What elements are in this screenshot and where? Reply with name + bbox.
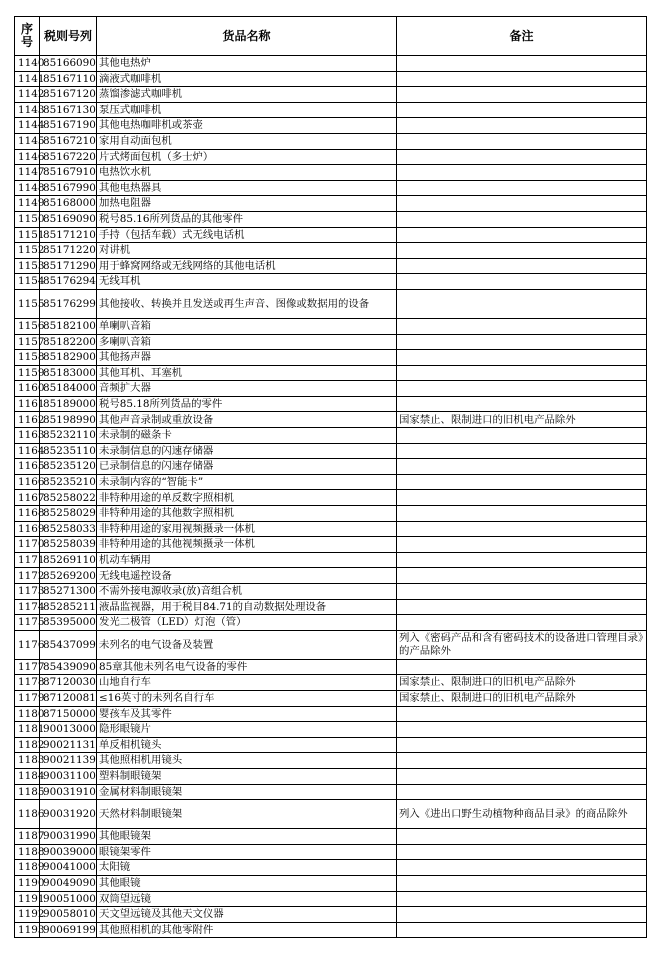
table-row	[15, 722, 647, 738]
row-tariff-code-cell: 90031990	[40, 829, 97, 845]
row-tariff-code-cell: 85182100	[40, 318, 97, 334]
row-index-cell: 1156	[15, 318, 40, 334]
row-index-cell: 1169	[15, 521, 40, 537]
row-tariff-code-cell: 90031100	[40, 768, 97, 784]
table-row	[15, 227, 647, 243]
table-row	[15, 396, 647, 412]
row-remarks-cell	[397, 907, 647, 923]
row-index-cell: 1157	[15, 334, 40, 350]
row-index-cell: 1149	[15, 196, 40, 212]
row-index-cell: 1154	[15, 274, 40, 290]
row-remarks-cell	[397, 521, 647, 537]
row-tariff-code-cell: 90041000	[40, 860, 97, 876]
row-goods-name-cell: ≤16英寸的未列名自行车	[97, 690, 397, 706]
row-remarks-cell	[397, 243, 647, 259]
row-tariff-code-cell: 85189000	[40, 396, 97, 412]
row-tariff-code-cell: 90031910	[40, 784, 97, 800]
row-tariff-code-cell: 85258039	[40, 537, 97, 553]
row-goods-name-cell: 片式烤面包机（多士炉）	[97, 149, 397, 165]
row-index-cell: 1172	[15, 568, 40, 584]
row-index-cell: 1181	[15, 722, 40, 738]
row-index-cell: 1151	[15, 227, 40, 243]
row-goods-name-cell: 非特种用途的单反数字照相机	[97, 490, 397, 506]
table-row	[15, 922, 647, 938]
table-row	[15, 844, 647, 860]
row-remarks-cell	[397, 289, 647, 318]
row-remarks-cell: 国家禁止、限制进口的旧机电产品除外	[397, 675, 647, 691]
row-goods-name-cell: 未录制信息的闪速存储器	[97, 443, 397, 459]
row-remarks-cell	[397, 102, 647, 118]
row-index-cell: 1185	[15, 784, 40, 800]
row-goods-name-cell: 音频扩大器	[97, 381, 397, 397]
row-remarks-cell	[397, 87, 647, 103]
row-index-cell: 1174	[15, 599, 40, 615]
row-index-cell: 1160	[15, 381, 40, 397]
row-index-cell: 1162	[15, 412, 40, 428]
row-goods-name-cell: 山地自行车	[97, 675, 397, 691]
table-row	[15, 118, 647, 134]
row-remarks-cell	[397, 584, 647, 600]
table-row	[15, 334, 647, 350]
row-goods-name-cell: 税号85.18所列货品的零件	[97, 396, 397, 412]
row-remarks-cell	[397, 149, 647, 165]
table-row	[15, 753, 647, 769]
row-goods-name-cell: 用于蜂窝网络或无线网络的其他电话机	[97, 258, 397, 274]
row-goods-name-cell: 税号85.16所列货品的其他零件	[97, 211, 397, 227]
table-row	[15, 706, 647, 722]
table-row	[15, 768, 647, 784]
row-tariff-code-cell: 85183000	[40, 365, 97, 381]
row-remarks-cell	[397, 71, 647, 87]
row-remarks-cell	[397, 474, 647, 490]
row-goods-name-cell: 其他接收、转换并且发送或再生声音、图像或数据用的设备	[97, 289, 397, 318]
table-row	[15, 630, 647, 659]
row-tariff-code-cell: 85171290	[40, 258, 97, 274]
row-tariff-code-cell: 90049090	[40, 875, 97, 891]
table-row	[15, 568, 647, 584]
table-row	[15, 365, 647, 381]
row-goods-name-cell: 对讲机	[97, 243, 397, 259]
row-goods-name-cell: 非特种用途的其他视频摄录一体机	[97, 537, 397, 553]
row-goods-name-cell: 其他电热器具	[97, 180, 397, 196]
table-row	[15, 196, 647, 212]
table-row	[15, 133, 647, 149]
row-tariff-code-cell: 90051000	[40, 891, 97, 907]
table-row	[15, 490, 647, 506]
table-row	[15, 474, 647, 490]
table-row	[15, 443, 647, 459]
row-remarks-cell	[397, 258, 647, 274]
row-remarks-cell: 国家禁止、限制进口的旧机电产品除外	[397, 690, 647, 706]
row-tariff-code-cell: 85198990	[40, 412, 97, 428]
table-row	[15, 211, 647, 227]
row-tariff-code-cell: 85171220	[40, 243, 97, 259]
row-goods-name-cell: 电热饮水机	[97, 165, 397, 181]
row-tariff-code-cell: 85184000	[40, 381, 97, 397]
row-remarks-cell	[397, 118, 647, 134]
row-tariff-code-cell: 85167220	[40, 149, 97, 165]
row-goods-name-cell: 发光二极管（LED）灯泡（管）	[97, 615, 397, 631]
row-tariff-code-cell: 85182200	[40, 334, 97, 350]
row-tariff-code-cell: 85182900	[40, 350, 97, 366]
row-remarks-cell: 列入《进出口野生动植物种商品目录》的商品除外	[397, 800, 647, 829]
row-tariff-code-cell: 85171210	[40, 227, 97, 243]
row-tariff-code-cell: 87120030	[40, 675, 97, 691]
row-goods-name-cell: 其他眼镜	[97, 875, 397, 891]
row-remarks-cell	[397, 196, 647, 212]
row-tariff-code-cell: 85269110	[40, 552, 97, 568]
row-remarks-cell	[397, 784, 647, 800]
row-goods-name-cell: 未录制内容的“智能卡”	[97, 474, 397, 490]
table-row	[15, 690, 647, 706]
row-goods-name-cell: 单喇叭音箱	[97, 318, 397, 334]
row-remarks-cell	[397, 227, 647, 243]
row-remarks-cell	[397, 56, 647, 72]
row-goods-name-cell: 滴液式咖啡机	[97, 71, 397, 87]
row-remarks-cell	[397, 459, 647, 475]
row-tariff-code-cell: 85235120	[40, 459, 97, 475]
table-row	[15, 615, 647, 631]
row-tariff-code-cell: 85167120	[40, 87, 97, 103]
row-tariff-code-cell: 85437099	[40, 630, 97, 659]
row-remarks-cell	[397, 659, 647, 675]
row-remarks-cell	[397, 506, 647, 522]
row-tariff-code-cell: 85176294	[40, 274, 97, 290]
document-sheet	[14, 16, 646, 938]
row-tariff-code-cell: 85167910	[40, 165, 97, 181]
row-index-cell: 1188	[15, 844, 40, 860]
row-goods-name-cell: 其他电热炉	[97, 56, 397, 72]
table-row	[15, 381, 647, 397]
table-row	[15, 675, 647, 691]
row-tariff-code-cell: 85166090	[40, 56, 97, 72]
table-row	[15, 87, 647, 103]
header-goods-name: 货品名称	[97, 17, 397, 56]
table-row	[15, 274, 647, 290]
row-goods-name-cell: 无线电遥控设备	[97, 568, 397, 584]
row-index-cell: 1158	[15, 350, 40, 366]
row-index-cell: 1143	[15, 102, 40, 118]
row-index-cell: 1189	[15, 860, 40, 876]
table-row	[15, 860, 647, 876]
row-goods-name-cell: 非特种用途的家用视频摄录一体机	[97, 521, 397, 537]
row-remarks-cell	[397, 365, 647, 381]
table-row	[15, 165, 647, 181]
row-index-cell: 1164	[15, 443, 40, 459]
row-remarks-cell	[397, 615, 647, 631]
row-remarks-cell	[397, 599, 647, 615]
row-goods-name-cell: 手持（包括车载）式无线电话机	[97, 227, 397, 243]
table-row	[15, 875, 647, 891]
row-index-cell: 1173	[15, 584, 40, 600]
table-header-row	[15, 17, 647, 56]
header-tariff-code: 税则号列	[40, 17, 97, 56]
row-index-cell: 1175	[15, 615, 40, 631]
table-row	[15, 459, 647, 475]
row-tariff-code-cell: 85176299	[40, 289, 97, 318]
row-remarks-cell	[397, 891, 647, 907]
table-row	[15, 71, 647, 87]
row-goods-name-cell: 加热电阻器	[97, 196, 397, 212]
row-remarks-cell	[397, 180, 647, 196]
row-tariff-code-cell: 85169090	[40, 211, 97, 227]
row-tariff-code-cell: 90021131	[40, 737, 97, 753]
row-index-cell: 1171	[15, 552, 40, 568]
row-goods-name-cell: 机动车辆用	[97, 552, 397, 568]
row-index-cell: 1176	[15, 630, 40, 659]
row-index-cell: 1142	[15, 87, 40, 103]
row-tariff-code-cell: 90013000	[40, 722, 97, 738]
row-remarks-cell	[397, 844, 647, 860]
row-remarks-cell	[397, 875, 647, 891]
row-index-cell: 1168	[15, 506, 40, 522]
table-row	[15, 907, 647, 923]
table-row	[15, 350, 647, 366]
row-remarks-cell	[397, 490, 647, 506]
row-goods-name-cell: 双筒望远镜	[97, 891, 397, 907]
row-goods-name-cell: 眼镜架零件	[97, 844, 397, 860]
table-row	[15, 659, 647, 675]
row-index-cell: 1179	[15, 690, 40, 706]
row-remarks-cell	[397, 334, 647, 350]
row-index-cell: 1193	[15, 922, 40, 938]
row-remarks-cell: 国家禁止、限制进口的旧机电产品除外	[397, 412, 647, 428]
row-tariff-code-cell: 90039000	[40, 844, 97, 860]
table-row	[15, 258, 647, 274]
row-remarks-cell	[397, 706, 647, 722]
row-index-cell: 1161	[15, 396, 40, 412]
row-goods-name-cell: 家用自动面包机	[97, 133, 397, 149]
row-index-cell: 1148	[15, 180, 40, 196]
row-index-cell: 1180	[15, 706, 40, 722]
row-index-cell: 1170	[15, 537, 40, 553]
row-index-cell: 1155	[15, 289, 40, 318]
table-row	[15, 149, 647, 165]
row-goods-name-cell: 无线耳机	[97, 274, 397, 290]
row-remarks-cell	[397, 318, 647, 334]
row-index-cell: 1146	[15, 149, 40, 165]
row-goods-name-cell: 未列名的电气设备及装置	[97, 630, 397, 659]
row-goods-name-cell: 液晶监视器，用于税目84.71的自动数据处理设备	[97, 599, 397, 615]
row-tariff-code-cell: 85232110	[40, 428, 97, 444]
row-tariff-code-cell: 85167130	[40, 102, 97, 118]
row-remarks-cell: 列入《密码产品和含有密码技术的设备进口管理目录》的产品除外	[397, 630, 647, 659]
row-remarks-cell	[397, 829, 647, 845]
row-tariff-code-cell: 85167110	[40, 71, 97, 87]
table-row	[15, 428, 647, 444]
row-tariff-code-cell: 85235110	[40, 443, 97, 459]
row-index-cell: 1177	[15, 659, 40, 675]
row-index-cell: 1190	[15, 875, 40, 891]
table-row	[15, 891, 647, 907]
row-remarks-cell	[397, 428, 647, 444]
row-remarks-cell	[397, 860, 647, 876]
row-index-cell: 1178	[15, 675, 40, 691]
row-index-cell: 1147	[15, 165, 40, 181]
table-row	[15, 584, 647, 600]
row-tariff-code-cell: 85439090	[40, 659, 97, 675]
row-goods-name-cell: 金属材料制眼镜架	[97, 784, 397, 800]
table-row	[15, 180, 647, 196]
row-goods-name-cell: 天然材料制眼镜架	[97, 800, 397, 829]
row-goods-name-cell: 其他照相机用镜头	[97, 753, 397, 769]
row-goods-name-cell: 塑料制眼镜架	[97, 768, 397, 784]
row-remarks-cell	[397, 737, 647, 753]
row-tariff-code-cell: 85271300	[40, 584, 97, 600]
row-tariff-code-cell: 85167190	[40, 118, 97, 134]
table-row	[15, 552, 647, 568]
row-index-cell: 1166	[15, 474, 40, 490]
row-remarks-cell	[397, 768, 647, 784]
table-row	[15, 102, 647, 118]
row-goods-name-cell: 蒸馏渗滤式咖啡机	[97, 87, 397, 103]
row-tariff-code-cell: 90031920	[40, 800, 97, 829]
row-tariff-code-cell: 90069199	[40, 922, 97, 938]
row-goods-name-cell: 太阳镜	[97, 860, 397, 876]
row-index-cell: 1163	[15, 428, 40, 444]
goods-table	[14, 16, 647, 938]
row-index-cell: 1144	[15, 118, 40, 134]
row-tariff-code-cell: 85269200	[40, 568, 97, 584]
row-goods-name-cell: 其他照相机的其他零附件	[97, 922, 397, 938]
row-goods-name-cell: 未录制的磁条卡	[97, 428, 397, 444]
row-goods-name-cell: 其他耳机、耳塞机	[97, 365, 397, 381]
row-goods-name-cell: 其他声音录制或重放设备	[97, 412, 397, 428]
row-remarks-cell	[397, 274, 647, 290]
row-tariff-code-cell: 85167990	[40, 180, 97, 196]
row-goods-name-cell: 不需外接电源收录(放)音组合机	[97, 584, 397, 600]
row-goods-name-cell: 单反相机镜头	[97, 737, 397, 753]
row-index-cell: 1152	[15, 243, 40, 259]
row-index-cell: 1187	[15, 829, 40, 845]
row-goods-name-cell: 其他扬声器	[97, 350, 397, 366]
row-index-cell: 1184	[15, 768, 40, 784]
row-tariff-code-cell: 85168000	[40, 196, 97, 212]
row-remarks-cell	[397, 552, 647, 568]
row-index-cell: 1140	[15, 56, 40, 72]
row-tariff-code-cell: 85258033	[40, 521, 97, 537]
row-index-cell: 1150	[15, 211, 40, 227]
table-row	[15, 737, 647, 753]
row-tariff-code-cell: 85235210	[40, 474, 97, 490]
row-goods-name-cell: 隐形眼镜片	[97, 722, 397, 738]
row-tariff-code-cell: 87150000	[40, 706, 97, 722]
row-index-cell: 1153	[15, 258, 40, 274]
table-row	[15, 829, 647, 845]
row-goods-name-cell: 85章其他未列名电气设备的零件	[97, 659, 397, 675]
row-remarks-cell	[397, 443, 647, 459]
table-row	[15, 521, 647, 537]
row-remarks-cell	[397, 350, 647, 366]
table-row	[15, 412, 647, 428]
row-remarks-cell	[397, 537, 647, 553]
row-tariff-code-cell: 85285211	[40, 599, 97, 615]
row-remarks-cell	[397, 922, 647, 938]
row-index-cell: 1167	[15, 490, 40, 506]
table-row	[15, 506, 647, 522]
row-index-cell: 1183	[15, 753, 40, 769]
row-tariff-code-cell: 87120081	[40, 690, 97, 706]
row-goods-name-cell: 其他电热咖啡机或茶壶	[97, 118, 397, 134]
row-remarks-cell	[397, 165, 647, 181]
row-index-cell: 1186	[15, 800, 40, 829]
row-tariff-code-cell: 85258029	[40, 506, 97, 522]
table-row	[15, 289, 647, 318]
row-goods-name-cell: 已录制信息的闪速存储器	[97, 459, 397, 475]
row-tariff-code-cell: 85258022	[40, 490, 97, 506]
row-index-cell: 1182	[15, 737, 40, 753]
table-row	[15, 599, 647, 615]
table-row	[15, 243, 647, 259]
row-tariff-code-cell: 85395000	[40, 615, 97, 631]
row-goods-name-cell: 泵压式咖啡机	[97, 102, 397, 118]
row-remarks-cell	[397, 753, 647, 769]
row-index-cell: 1191	[15, 891, 40, 907]
table-row	[15, 537, 647, 553]
row-tariff-code-cell: 85167210	[40, 133, 97, 149]
row-remarks-cell	[397, 568, 647, 584]
table-body	[15, 56, 647, 938]
row-goods-name-cell: 其他眼镜架	[97, 829, 397, 845]
row-goods-name-cell: 非特种用途的其他数字照相机	[97, 506, 397, 522]
row-goods-name-cell: 多喇叭音箱	[97, 334, 397, 350]
row-remarks-cell	[397, 396, 647, 412]
header-remarks: 备注	[397, 17, 647, 56]
row-remarks-cell	[397, 381, 647, 397]
row-remarks-cell	[397, 722, 647, 738]
row-tariff-code-cell: 90021139	[40, 753, 97, 769]
row-remarks-cell	[397, 211, 647, 227]
row-tariff-code-cell: 90058010	[40, 907, 97, 923]
row-goods-name-cell: 天文望远镜及其他天文仪器	[97, 907, 397, 923]
table-row	[15, 784, 647, 800]
row-index-cell: 1141	[15, 71, 40, 87]
row-index-cell: 1192	[15, 907, 40, 923]
table-row	[15, 56, 647, 72]
table-row	[15, 318, 647, 334]
row-remarks-cell	[397, 133, 647, 149]
header-index: 序号	[15, 17, 40, 56]
row-index-cell: 1159	[15, 365, 40, 381]
table-row	[15, 800, 647, 829]
row-index-cell: 1165	[15, 459, 40, 475]
row-index-cell: 1145	[15, 133, 40, 149]
row-goods-name-cell: 婴孩车及其零件	[97, 706, 397, 722]
